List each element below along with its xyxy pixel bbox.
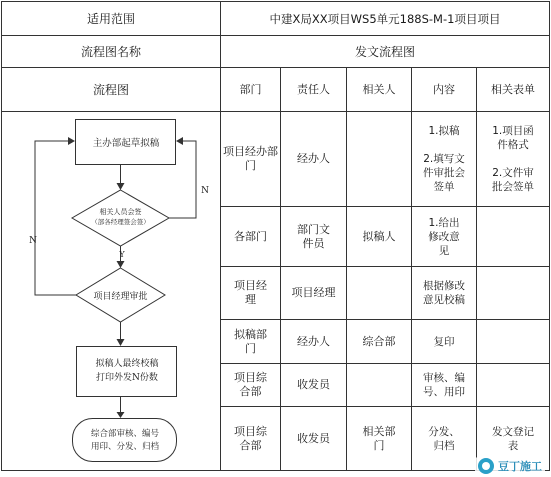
row6-owner: 收发员 <box>297 431 330 445</box>
scope-label: 适用范围 <box>86 11 135 26</box>
flow-step5-label-line2: 用印、分发、归档 <box>90 442 159 452</box>
row5-content: 审核、编号、用印 <box>423 372 465 398</box>
row6-forms: 发文登记表 <box>492 425 534 452</box>
flow-step2-label-line1: 相关人员会签 <box>99 208 142 216</box>
watermark-text: 豆丁施工 <box>498 460 542 473</box>
flow-step5-terminal <box>73 419 177 462</box>
flow-step3-label: 项目经理审批 <box>93 292 148 302</box>
watermark-logo-icon <box>478 458 494 474</box>
row4-owner: 经办人 <box>297 334 330 348</box>
flow-no-label-left: N <box>29 236 37 246</box>
row2-owner: 部门文件员 <box>297 222 330 250</box>
flow-no-label-right: N <box>201 186 209 196</box>
scope-value: 中建X局XX项目WS5单元188S-M-1项目项目 <box>269 11 501 26</box>
row4-forms <box>477 320 549 363</box>
row6-content: 分发、归档 <box>428 425 460 452</box>
row1-related <box>347 112 411 206</box>
row3-forms <box>477 267 549 319</box>
row5-owner: 收发员 <box>297 378 330 391</box>
row3-dept: 项目经理 <box>234 279 267 306</box>
flow-step1-label: 主办部起草拟稿 <box>92 138 160 149</box>
flow-step4-label-line1: 拟稿人最终校稿 <box>95 359 159 369</box>
row5-dept: 项目综合部 <box>234 371 267 398</box>
row1-dept: 项目经办部门 <box>223 145 278 172</box>
flow-name-value: 发文流程图 <box>354 44 415 59</box>
col-header-content: 内容 <box>433 82 455 96</box>
flow-step2-label-line2: （部各经理签会签） <box>91 218 150 226</box>
flow-name-label: 流程图名称 <box>80 44 141 59</box>
col-header-dept: 部门 <box>239 82 262 96</box>
row3-content: 根据修改意见校稿 <box>423 280 465 306</box>
row1-owner: 经办人 <box>297 152 330 165</box>
row5-related <box>347 364 411 406</box>
flow-step5-label-line1: 综合部审核、编号 <box>90 429 159 439</box>
row2-forms <box>477 207 549 266</box>
col-header-forms: 相关表单 <box>491 82 535 96</box>
row4-content: 复印 <box>433 335 455 348</box>
row3-owner: 项目经理 <box>291 286 336 299</box>
row2-dept: 各部门 <box>234 229 267 243</box>
row3-related <box>347 267 411 319</box>
row4-related: 综合部 <box>362 334 396 348</box>
flow-step4-label-line2: 打印外发N份数 <box>96 373 158 383</box>
row6-related: 相关部门 <box>362 424 396 452</box>
row2-related: 拟稿人 <box>362 229 396 243</box>
row4-dept: 拟稿部门 <box>234 327 267 355</box>
row1-content: 1.拟稿 2.填写文件审批会签单 <box>423 125 465 193</box>
col-header-owner: 责任人 <box>297 82 330 96</box>
row6-dept: 项目综合部 <box>234 424 267 452</box>
watermark <box>475 457 545 475</box>
row5-forms <box>477 364 549 406</box>
row2-content: 1.给出修改意见 <box>428 216 460 257</box>
col-header-related: 相关人 <box>362 82 396 96</box>
flow-yes-label: Y <box>119 250 125 259</box>
row1-forms: 1.项目函件格式 2.文件审批会签单 <box>492 125 534 193</box>
col-header-flowchart: 流程图 <box>92 82 129 97</box>
